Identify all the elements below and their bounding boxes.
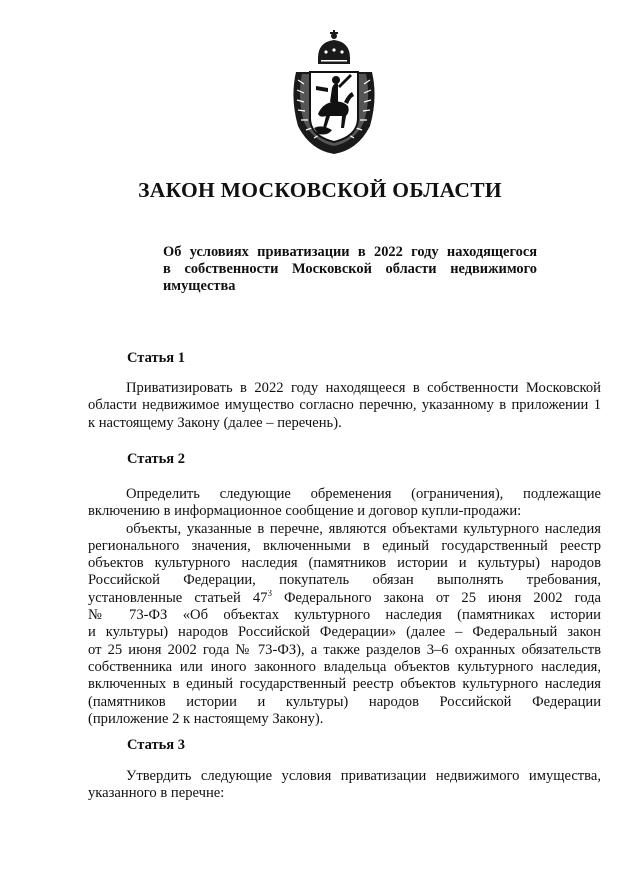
text-line: регионального значения, включенными в единый государственный реестр <box>88 537 601 554</box>
text-line: указанного в перечне: <box>88 785 225 802</box>
text-line: включению в информационное сообщение и договор купли-продажи: <box>88 503 522 520</box>
superscript: 3 <box>267 589 272 598</box>
text-line: объекты, указанные в перечне, являются объектами культурного наследия <box>126 520 601 537</box>
article-2-heading: Статья 2 <box>127 451 185 467</box>
text-line: (памятников истории и культуры) народов Российской Федерации <box>88 693 601 710</box>
text-line: включенных в единый государственный реестр объектов культурного наследия <box>88 676 601 693</box>
text-line: области недвижимое имущество согласно перечню, указанному в приложении 1 <box>88 397 601 414</box>
coat-of-arms-icon <box>288 28 380 156</box>
text-line: Утвердить следующие условия приватизации недвижимого имущества, <box>126 768 601 784</box>
text-line: объектов культурного наследия (памятников истории и культуры) народов <box>88 555 601 572</box>
subject-line: имущества <box>163 278 236 294</box>
subject-line: Об условиях приватизации в 2022 году находящегося <box>163 244 537 260</box>
article-3-heading: Статья 3 <box>127 737 185 753</box>
law-subject <box>163 244 537 295</box>
text-line: Определить следующие обременения (ограничения), подлежащие <box>126 486 601 502</box>
text-line: и культуры) народов Российской Федерации» (далее – Федеральный закон <box>88 624 601 641</box>
article-1-text <box>88 380 601 432</box>
subject-line: в собственности Московской области недвижимого <box>163 261 537 277</box>
text-line: Приватизировать в 2022 году находящееся в собственности Московской <box>126 380 601 396</box>
text-line: к настоящему Закону (далее – перечень). <box>88 414 342 431</box>
article-3-text <box>88 768 601 803</box>
article-2-text <box>88 486 601 728</box>
text-line: собственника или иного законного владельца объектов культурного наследия, <box>88 658 601 675</box>
text-line: от 25 июня 2002 года № 73-ФЗ), а также разделов 3–6 охранных обязательств <box>88 641 601 658</box>
text-fragment: установленные статьей 47 <box>88 589 268 606</box>
article-1-heading: Статья 1 <box>127 350 185 366</box>
text-fragment: Федерального закона от 25 июня 2002 года <box>271 589 601 606</box>
text-line: (приложение 2 к настоящему Закону). <box>88 710 324 727</box>
text-line <box>88 590 601 607</box>
law-title: ЗАКОН МОСКОВСКОЙ ОБЛАСТИ <box>138 178 502 202</box>
text-line: № 73-ФЗ «Об объектах культурного наследия (памятниках истории <box>88 607 601 624</box>
text-line: Российской Федерации, покупатель обязан выполнять требования, <box>88 572 601 589</box>
